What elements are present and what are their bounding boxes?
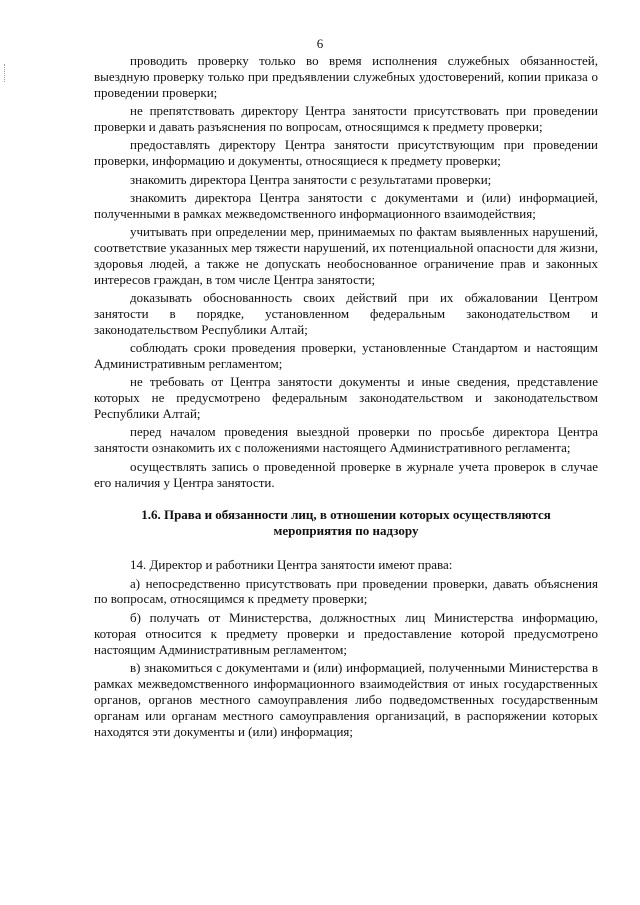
- obligation-item: не требовать от Центра занятости документы и иные сведения, представление которых не предусмотрено федеральным законодательством и законодательством Республики Алтай;: [94, 374, 598, 422]
- rights-item: б) получать от Министерства, должностных лиц Министерства информацию, которая относится к предмету проверки и предоставление которой предусмотрено настоящим Административным регламентом;: [94, 609, 598, 657]
- obligation-item: предоставлять директору Центра занятости присутствующим при проведении проверки, информацию и документы, относящиеся к предмету проверки;: [94, 137, 598, 169]
- page-content: [94, 53, 598, 742]
- page-number: 6: [316, 36, 324, 51]
- obligation-item: не препятствовать директору Центра занятости присутствовать при проведении проверки и давать разъяснения по вопросам, относящимся к предмету проверки;: [94, 103, 598, 135]
- obligation-item: знакомить директора Центра занятости с документами и (или) информацией, полученными в рамках межведомственного информационного взаимодействия;: [94, 189, 598, 221]
- margin-mark: [4, 64, 8, 82]
- obligation-item: соблюдать сроки проведения проверки, установленные Стандартом и настоящим Административным регламентом;: [94, 340, 598, 372]
- obligation-item: перед началом проведения выездной проверки по просьбе директора Центра занятости ознакомить их с положениями настоящего Административного регламента;: [94, 424, 598, 456]
- obligation-item: осуществлять запись о проведенной проверке в журнале учета проверок в случае его наличия у Центра занятости.: [94, 458, 598, 490]
- obligation-item: доказывать обоснованность своих действий при их обжаловании Центром занятости в порядке, установленном федеральным законодательством и законодательством Республики Алтай;: [94, 290, 598, 337]
- section-heading: 1.6. Права и обязанности лиц, в отношении которых осуществляются мероприятия по надзору: [141, 507, 551, 539]
- obligation-item: проводить проверку только во время исполнения служебных обязанностей, выездную проверку только при предъявлении служебных удостоверений, копии приказа о проведении проверки;: [94, 53, 598, 100]
- obligation-item: учитывать при определении мер, принимаемых по фактам выявленных нарушений, соответствие указанных мер тяжести нарушений, их потенциальной опасности для жизни, здоровья людей, а также не допускать необоснованное ограничение прав и законных интересов граждан, в том числе Центра занятости;: [94, 224, 598, 287]
- rights-item: а) непосредственно присутствовать при проведении проверки, давать объяснения по вопросам, относящимся к предмету проверки;: [94, 575, 598, 607]
- obligation-item: знакомить директора Центра занятости с результатами проверки;: [130, 171, 492, 187]
- section-intro: 14. Директор и работники Центра занятости имеют права:: [130, 557, 453, 573]
- rights-item: в) знакомиться с документами и (или) информацией, полученными Министерства в рамках межведомственного информационного взаимодействия от иных государственных органов, органов местного самоуправления либо подведомственных государственным органам или органам местного самоуправления организаций, в распоряжении которых находятся эти документы и (или) информация;: [94, 659, 598, 739]
